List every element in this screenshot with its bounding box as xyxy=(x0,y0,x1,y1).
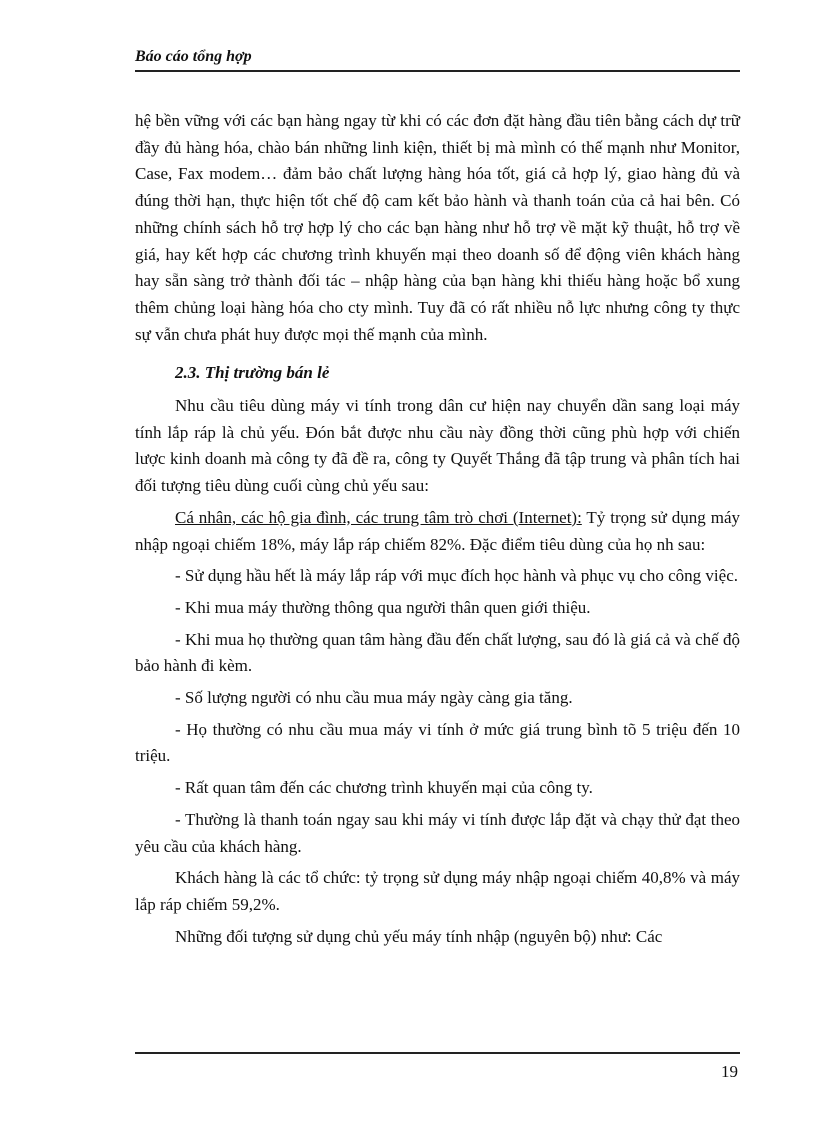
header-rule xyxy=(135,70,740,72)
bullet-item: - Rất quan tâm đến các chương trình khuyến mại của công ty. xyxy=(175,778,593,798)
bullet-item: - Số lượng người có nhu cầu mua máy ngày càng gia tăng. xyxy=(175,688,573,708)
bullet-item: - Khi mua họ thường quan tâm hàng đầu đến chất lượng, sau đó là giá cả và chế độ bảo hành đi kèm. xyxy=(135,629,740,676)
paragraph: Khách hàng là các tổ chức: tỷ trọng sử dụng máy nhập ngoại chiếm 40,8% và máy lắp ráp chiếm 59,2%. xyxy=(135,868,740,914)
footer-rule xyxy=(135,1052,740,1054)
underlined-lead: Cá nhân, các hộ gia đình, các trung tâm trò chơi (Internet): xyxy=(175,507,582,527)
paragraph xyxy=(135,505,740,558)
bullet-item: - Khi mua máy thường thông qua người thân quen giới thiệu. xyxy=(175,597,591,617)
paragraph: Những đối tượng sử dụng chủ yếu máy tính nhập (nguyên bộ) như: Các xyxy=(175,926,663,946)
section-heading: 2.3. Thị trường bán lẻ xyxy=(175,363,330,383)
running-header: Báo cáo tổng hợp xyxy=(135,48,252,65)
bullet-item: - Thường là thanh toán ngay sau khi máy vi tính được lắp đặt và chạy thử đạt theo yêu cầu của khách hàng. xyxy=(135,809,740,856)
page-number: 19 xyxy=(721,1062,738,1081)
document-body xyxy=(135,108,740,955)
paragraph-text: Tỷ trọng sử dụng máy nhập ngoại chiếm 18%, máy lắp ráp chiếm 82%. Đặc điểm tiêu dùng của họ nh sau: xyxy=(135,507,741,554)
bullet-item: - Họ thường có nhu cầu mua máy vi tính ở mức giá trung bình tõ 5 triệu đến 10 triệu. xyxy=(135,719,740,766)
bullet-item: - Sử dụng hầu hết là máy lắp ráp với mục đích học hành và phục vụ cho công việc. xyxy=(175,566,738,586)
paragraph: Nhu cầu tiêu dùng máy vi tính trong dân cư hiện nay chuyển dần sang loại máy tính lắp ráp là chủ yếu. Đón bắt được nhu cầu này đồng thời cũng phù hợp với chiến lược kinh doanh mà công ty đã đề ra, công ty Quyết Thắng đã tập trung và phân tích hai đối tượng tiêu dùng cuối cùng chủ yếu sau: xyxy=(135,396,740,496)
paragraph: hệ bền vững với các bạn hàng ngay từ khi có các đơn đặt hàng đầu tiên bằng cách dự trữ đầy đủ hàng hóa, chào bán những linh kiện, thiết bị mà mình có thế mạnh như Monitor, Case, Fax modem… đảm bảo chất lượng hàng hóa tốt, giá cả hợp lý, giao hàng đủ và đúng thời hạn, thực hiện tốt chế độ cam kết bảo hành và thanh toán của cả hai bên. Có những chính sách hỗ trợ hợp lý cho các bạn hàng như hỗ trợ về mặt kỹ thuật, hỗ trợ về giá, hay kết hợp các chương trình khuyến mại theo doanh số để động viên khách hàng hay sẵn sàng trở thành đối tác – nhập hàng của bạn hàng khi thiếu hàng hoặc bổ xung thêm chủng loại hàng hóa cho cty mình. Tuy đã có rất nhiều nỗ lực nhưng công ty thực sự vẫn chưa phát huy được mọi thế mạnh của mình. xyxy=(135,111,740,344)
